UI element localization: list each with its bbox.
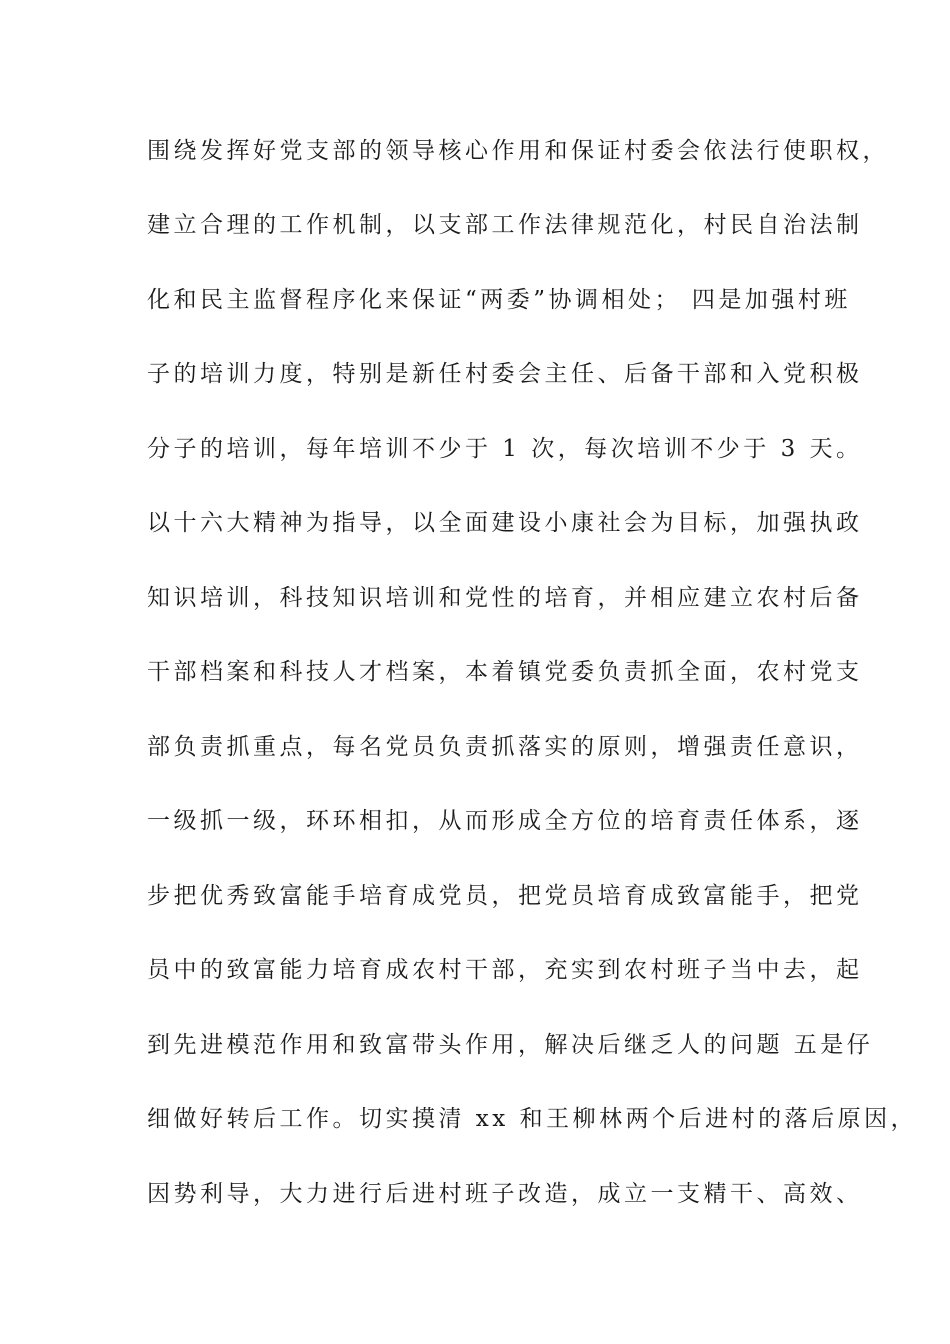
text-line: 到先进模范作用和致富带头作用，解决后继乏人的问题 五是仔 (147, 1032, 874, 1058)
text-line: 知识培训，科技知识培训和党性的培育，并相应建立农村后备 (147, 585, 863, 611)
text-line: 围绕发挥好党支部的领导核心作用和保证村委会依法行使职权， (147, 138, 889, 164)
text-line: 细做好转后工作。切实摸清 xx 和王柳林两个后进村的落后原因， (147, 1106, 918, 1132)
text-line: 建立合理的工作机制，以支部工作法律规范化，村民自治法制 (147, 212, 863, 238)
text-line: 一级抓一级，环环相扣，从而形成全方位的培育责任体系，逐 (147, 808, 863, 834)
text-line: 干部档案和科技人才档案，本着镇党委负责抓全面，农村党支 (147, 659, 863, 685)
text-line: 以十六大精神为指导，以全面建设小康社会为目标，加强执政 (147, 510, 863, 536)
text-line: 员中的致富能力培育成农村干部，充实到农村班子当中去，起 (147, 957, 863, 983)
text-line: 步把优秀致富能手培育成党员，把党员培育成致富能手，把党 (147, 883, 863, 909)
text-line: 子的培训力度，特别是新任村委会主任、后备干部和入党积极 (147, 361, 863, 387)
text-line: 分子的培训，每年培训不少于 1 次，每次培训不少于 3 天。 (147, 436, 863, 462)
text-line: 部负责抓重点，每名党员负责抓落实的原则，增强责任意识， (147, 734, 863, 760)
text-line: 因势利导，大力进行后进村班子改造，成立一支精干、高效、 (147, 1181, 863, 1207)
text-line: 化和民主监督程序化来保证“两委”协调相处； 四是加强村班 (147, 287, 851, 313)
